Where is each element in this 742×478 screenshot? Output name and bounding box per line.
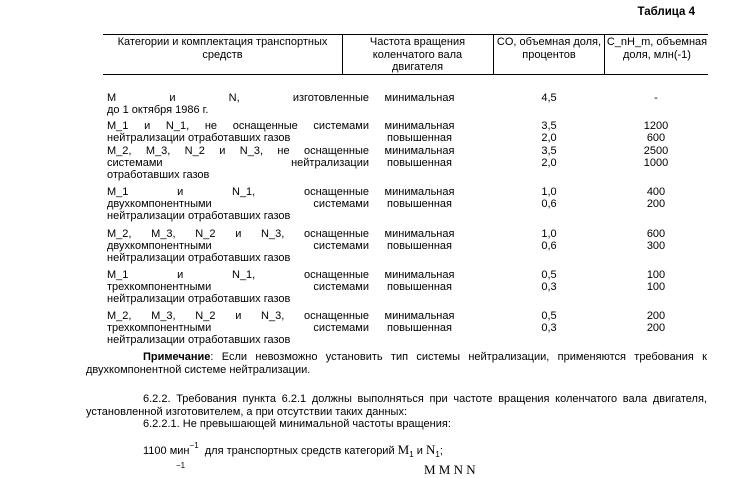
- row-category-line: нейтрализации отработавших газов: [107, 334, 291, 346]
- row-category-line: системами нейтрализации: [107, 157, 369, 169]
- row-frequency-value: повышенная: [387, 157, 452, 169]
- row-category: [107, 186, 369, 222]
- row-co: [493, 310, 605, 334]
- table-top-border: [103, 34, 708, 35]
- row-co-value: 0,3: [541, 322, 557, 334]
- header-frequency: Частота вращения коленчатого вала двигателя: [369, 36, 466, 73]
- row-ch-value: 200: [646, 322, 666, 334]
- row-category: [107, 228, 369, 264]
- row-ch-value: 200: [646, 310, 666, 322]
- formula-line-1: [143, 441, 443, 459]
- row-frequency-value: повышенная: [387, 240, 452, 252]
- table-header-bottom-border: [103, 74, 708, 75]
- formula-unit: мин: [169, 445, 190, 457]
- row-category-line: нейтрализации отработавших газов: [107, 252, 291, 264]
- row-ch-value: 2500: [643, 145, 669, 157]
- row-category: [107, 310, 369, 346]
- row-frequency-value: повышенная: [387, 322, 452, 334]
- row-category-line: нейтрализации отработавших газов: [107, 293, 291, 305]
- table-caption: Таблица 4: [637, 6, 695, 18]
- row-category-line: отработавших газов: [107, 169, 210, 181]
- row-frequency: [362, 145, 477, 169]
- row-co-value: 0,5: [541, 310, 557, 322]
- header-co: CO, объемная доля, процентов: [496, 36, 602, 61]
- row-frequency-value: повышенная: [387, 132, 452, 144]
- formula-value: 1100: [143, 445, 167, 457]
- row-ch-value: 100: [646, 269, 666, 281]
- row-co-value: 0,5: [541, 269, 557, 281]
- row-ch: [604, 228, 708, 252]
- note-label: Примечание: [143, 351, 211, 363]
- row-frequency: [362, 186, 477, 210]
- row-co-value: 4,5: [541, 92, 557, 104]
- row-co-value: 0,6: [541, 240, 557, 252]
- row-co-value: 0,3: [541, 281, 557, 293]
- formula-cat-m: M: [397, 442, 410, 457]
- row-category-line: М_2, М_3, N_2 и N_3, не оснащенные: [107, 145, 369, 157]
- row-ch: [604, 145, 708, 169]
- row-ch-value: 300: [646, 240, 666, 252]
- formula-text: для транспортных средств категорий: [204, 445, 395, 457]
- row-ch-value: 1000: [643, 157, 669, 169]
- row-co-value: 3,5: [541, 120, 557, 132]
- row-co: [493, 269, 605, 293]
- row-category-line: до 1 октября 1986 г.: [107, 104, 209, 116]
- row-category-line: двухкомпонентными системами: [107, 198, 369, 210]
- header-category: Категории и комплектация транспортных средств: [117, 36, 328, 61]
- note-text: : Если невозможно установить тип системы нейтрализации, применяются требования к двухкомпонентной системе нейтрализации.: [86, 351, 707, 376]
- row-frequency-value: минимальная: [384, 120, 455, 132]
- row-frequency-value: повышенная: [387, 281, 452, 293]
- paragraph-6-2-2-1: 6.2.2.1. Не превышающей минимальной частоты вращения:: [143, 418, 451, 430]
- formula-line-2-exponent: −1: [176, 461, 186, 470]
- row-frequency-value: повышенная: [387, 198, 452, 210]
- formula-cat-n: N: [425, 442, 436, 457]
- row-co-value: 0,6: [541, 198, 557, 210]
- row-frequency: [362, 92, 477, 104]
- row-category: [107, 145, 369, 181]
- table-note: [86, 351, 707, 376]
- row-ch-value: 400: [646, 186, 666, 198]
- row-category-line: М_2, М_3, N_2 и N_3, оснащенные: [107, 310, 369, 322]
- table-col-divider: [342, 34, 343, 74]
- row-co-value: 3,5: [541, 145, 557, 157]
- row-frequency-value: минимальная: [384, 186, 455, 198]
- row-category-line: нейтрализации отработавших газов: [107, 132, 291, 144]
- row-ch-value: 100: [646, 281, 666, 293]
- row-category-line: М и N, изготовленные: [107, 92, 369, 104]
- row-category-line: М_1 и N_1, оснащенные: [107, 186, 369, 198]
- row-category-line: М_1 и N_1, оснащенные: [107, 269, 369, 281]
- formula-line-2-categories: M M N N: [424, 462, 476, 477]
- row-co-value: 2,0: [541, 157, 557, 169]
- row-frequency-value: минимальная: [384, 92, 455, 104]
- row-co: [493, 186, 605, 210]
- row-category-line: нейтрализации отработавших газов: [107, 210, 291, 222]
- row-ch: [604, 92, 708, 104]
- row-category: [107, 120, 369, 144]
- formula-end: ;: [439, 445, 443, 457]
- row-co-value: 1,0: [541, 186, 557, 198]
- row-ch: [604, 310, 708, 334]
- row-ch: [604, 269, 708, 293]
- row-ch-value: -: [654, 92, 658, 104]
- row-ch-value: 600: [646, 132, 666, 144]
- row-frequency: [362, 228, 477, 252]
- row-ch-value: 600: [646, 228, 666, 240]
- table-col-divider: [604, 34, 605, 74]
- row-frequency: [362, 120, 477, 144]
- formula-and: и: [416, 445, 423, 457]
- row-frequency: [362, 269, 477, 293]
- row-category: [107, 92, 369, 116]
- row-ch-value: 200: [646, 198, 666, 210]
- header-ch: C_nH_m, объемная доля, млн(-1): [606, 36, 708, 61]
- row-co-value: 2,0: [541, 132, 557, 144]
- row-co: [493, 228, 605, 252]
- row-category-line: трехкомпонентными системами: [107, 281, 369, 293]
- paragraph-6-2-2: 6.2.2. Требования пункта 6.2.1 должны выполняться при частоте вращения коленчатого вала двигателя, установленной изготовителем, а при отсутствии таких данных:: [86, 393, 707, 418]
- row-frequency-value: минимальная: [384, 145, 455, 157]
- formula-exponent: −1: [189, 441, 199, 450]
- row-ch-value: 1200: [643, 120, 669, 132]
- row-ch: [604, 186, 708, 210]
- row-ch: [604, 120, 708, 144]
- row-co: [493, 120, 605, 144]
- row-category: [107, 269, 369, 305]
- row-category-line: трехкомпонентными системами: [107, 322, 369, 334]
- row-co: [493, 92, 605, 104]
- row-co: [493, 145, 605, 169]
- row-category-line: двухкомпонентными системами: [107, 240, 369, 252]
- table-col-divider: [493, 34, 494, 74]
- row-frequency-value: минимальная: [384, 310, 455, 322]
- row-category-line: М_2, М_3, N_2 и N_3, оснащенные: [107, 228, 369, 240]
- row-category-line: М_1 и N_1, не оснащенные системами: [107, 120, 369, 132]
- row-frequency-value: минимальная: [384, 228, 455, 240]
- row-frequency: [362, 310, 477, 334]
- row-frequency-value: минимальная: [384, 269, 455, 281]
- formula-cat-m-sub: 1: [409, 450, 414, 459]
- row-co-value: 1,0: [541, 228, 557, 240]
- formula-cat-n-sub: 1: [435, 450, 440, 459]
